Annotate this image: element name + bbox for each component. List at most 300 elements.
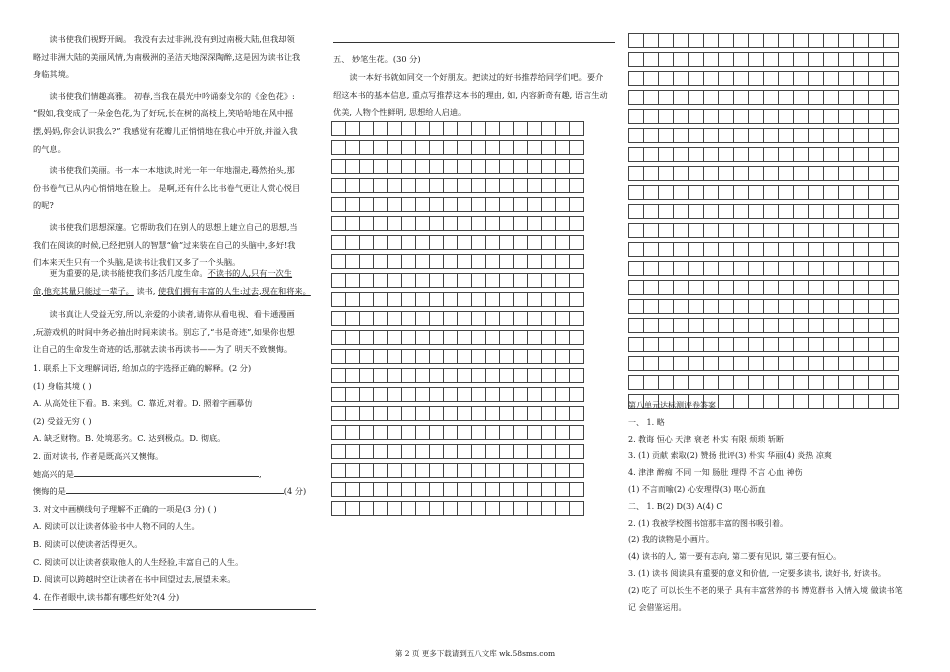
- grid-cell[interactable]: [674, 129, 689, 143]
- grid-cell[interactable]: [374, 445, 388, 459]
- grid-cell[interactable]: [472, 464, 486, 478]
- grid-cell[interactable]: [570, 407, 584, 421]
- grid-cell[interactable]: [689, 281, 704, 295]
- grid-cell[interactable]: [346, 445, 360, 459]
- grid-cell[interactable]: [458, 312, 472, 326]
- grid-cell[interactable]: [659, 167, 674, 181]
- grid-cell[interactable]: [734, 262, 749, 276]
- grid-cell[interactable]: [824, 376, 839, 390]
- grid-cell[interactable]: [884, 281, 899, 295]
- grid-cell[interactable]: [869, 167, 884, 181]
- grid-cell[interactable]: [689, 262, 704, 276]
- grid-cell[interactable]: [794, 205, 809, 219]
- grid-cell[interactable]: [444, 369, 458, 383]
- grid-cell[interactable]: [332, 464, 346, 478]
- grid-cell[interactable]: [332, 483, 346, 497]
- grid-cell[interactable]: [360, 255, 374, 269]
- grid-cell[interactable]: [570, 445, 584, 459]
- grid-cell[interactable]: [388, 293, 402, 307]
- grid-cell[interactable]: [704, 243, 719, 257]
- grid-cell[interactable]: [779, 357, 794, 371]
- grid-cell[interactable]: [556, 407, 570, 421]
- grid-cell[interactable]: [332, 293, 346, 307]
- grid-cell[interactable]: [374, 255, 388, 269]
- grid-cell[interactable]: [659, 224, 674, 238]
- grid-cell[interactable]: [809, 91, 824, 105]
- grid-cell[interactable]: [346, 141, 360, 155]
- grid-cell[interactable]: [854, 167, 869, 181]
- grid-cell[interactable]: [869, 262, 884, 276]
- grid-cell[interactable]: [704, 72, 719, 86]
- grid-cell[interactable]: [674, 376, 689, 390]
- grid-cell[interactable]: [430, 122, 444, 136]
- grid-cell[interactable]: [854, 53, 869, 67]
- grid-cell[interactable]: [388, 179, 402, 193]
- grid-cell[interactable]: [570, 483, 584, 497]
- grid-cell[interactable]: [472, 426, 486, 440]
- grid-cell[interactable]: [629, 300, 644, 314]
- grid-cell[interactable]: [824, 262, 839, 276]
- grid-cell[interactable]: [500, 255, 514, 269]
- grid-cell[interactable]: [528, 369, 542, 383]
- grid-cell[interactable]: [704, 338, 719, 352]
- grid-cell[interactable]: [854, 338, 869, 352]
- grid-cell[interactable]: [374, 217, 388, 231]
- grid-cell[interactable]: [794, 129, 809, 143]
- grid-cell[interactable]: [689, 205, 704, 219]
- grid-cell[interactable]: [884, 262, 899, 276]
- grid-cell[interactable]: [332, 255, 346, 269]
- grid-cell[interactable]: [809, 148, 824, 162]
- grid-cell[interactable]: [659, 262, 674, 276]
- grid-cell[interactable]: [416, 350, 430, 364]
- grid-cell[interactable]: [374, 407, 388, 421]
- grid-cell[interactable]: [629, 205, 644, 219]
- grid-cell[interactable]: [402, 388, 416, 402]
- grid-cell[interactable]: [884, 167, 899, 181]
- grid-cell[interactable]: [430, 445, 444, 459]
- grid-cell[interactable]: [486, 236, 500, 250]
- grid-cell[interactable]: [458, 255, 472, 269]
- grid-cell[interactable]: [734, 53, 749, 67]
- grid-cell[interactable]: [430, 255, 444, 269]
- grid-cell[interactable]: [839, 376, 854, 390]
- grid-cell[interactable]: [486, 369, 500, 383]
- grid-cell[interactable]: [764, 281, 779, 295]
- grid-cell[interactable]: [869, 281, 884, 295]
- grid-cell[interactable]: [514, 369, 528, 383]
- grid-cell[interactable]: [332, 502, 346, 516]
- grid-cell[interactable]: [346, 160, 360, 174]
- grid-cell[interactable]: [779, 376, 794, 390]
- grid-cell[interactable]: [444, 179, 458, 193]
- grid-cell[interactable]: [719, 262, 734, 276]
- grid-cell[interactable]: [402, 274, 416, 288]
- grid-cell[interactable]: [839, 91, 854, 105]
- grid-cell[interactable]: [854, 205, 869, 219]
- grid-cell[interactable]: [458, 293, 472, 307]
- grid-cell[interactable]: [388, 445, 402, 459]
- grid-cell[interactable]: [556, 160, 570, 174]
- grid-cell[interactable]: [374, 331, 388, 345]
- grid-cell[interactable]: [430, 426, 444, 440]
- grid-cell[interactable]: [779, 262, 794, 276]
- writing-grid-right[interactable]: [628, 33, 899, 409]
- grid-cell[interactable]: [500, 274, 514, 288]
- grid-cell[interactable]: [659, 186, 674, 200]
- grid-cell[interactable]: [360, 464, 374, 478]
- grid-cell[interactable]: [458, 464, 472, 478]
- grid-cell[interactable]: [514, 293, 528, 307]
- grid-cell[interactable]: [528, 179, 542, 193]
- grid-cell[interactable]: [388, 426, 402, 440]
- grid-cell[interactable]: [809, 243, 824, 257]
- writing-grid-middle[interactable]: [331, 121, 584, 516]
- grid-cell[interactable]: [416, 331, 430, 345]
- grid-cell[interactable]: [629, 148, 644, 162]
- grid-cell[interactable]: [809, 376, 824, 390]
- grid-cell[interactable]: [388, 141, 402, 155]
- grid-cell[interactable]: [402, 369, 416, 383]
- grid-cell[interactable]: [884, 129, 899, 143]
- grid-cell[interactable]: [884, 224, 899, 238]
- grid-cell[interactable]: [486, 179, 500, 193]
- grid-cell[interactable]: [430, 312, 444, 326]
- grid-cell[interactable]: [542, 293, 556, 307]
- grid-cell[interactable]: [444, 122, 458, 136]
- grid-cell[interactable]: [374, 483, 388, 497]
- grid-cell[interactable]: [472, 160, 486, 174]
- grid-cell[interactable]: [416, 198, 430, 212]
- grid-cell[interactable]: [556, 388, 570, 402]
- grid-cell[interactable]: [644, 281, 659, 295]
- grid-cell[interactable]: [514, 331, 528, 345]
- grid-cell[interactable]: [486, 274, 500, 288]
- grid-cell[interactable]: [500, 388, 514, 402]
- grid-cell[interactable]: [416, 369, 430, 383]
- grid-cell[interactable]: [346, 407, 360, 421]
- grid-cell[interactable]: [346, 217, 360, 231]
- grid-cell[interactable]: [346, 274, 360, 288]
- grid-cell[interactable]: [528, 483, 542, 497]
- grid-cell[interactable]: [824, 357, 839, 371]
- grid-cell[interactable]: [629, 357, 644, 371]
- grid-cell[interactable]: [734, 300, 749, 314]
- grid-cell[interactable]: [839, 53, 854, 67]
- grid-cell[interactable]: [430, 388, 444, 402]
- grid-cell[interactable]: [486, 331, 500, 345]
- grid-cell[interactable]: [514, 179, 528, 193]
- grid-cell[interactable]: [869, 319, 884, 333]
- grid-cell[interactable]: [824, 281, 839, 295]
- grid-cell[interactable]: [556, 122, 570, 136]
- grid-cell[interactable]: [689, 319, 704, 333]
- grid-cell[interactable]: [500, 122, 514, 136]
- grid-cell[interactable]: [332, 160, 346, 174]
- grid-cell[interactable]: [764, 129, 779, 143]
- grid-cell[interactable]: [749, 224, 764, 238]
- grid-cell[interactable]: [674, 224, 689, 238]
- grid-cell[interactable]: [486, 160, 500, 174]
- grid-cell[interactable]: [629, 91, 644, 105]
- grid-cell[interactable]: [809, 224, 824, 238]
- grid-cell[interactable]: [542, 255, 556, 269]
- grid-cell[interactable]: [644, 72, 659, 86]
- grid-cell[interactable]: [674, 205, 689, 219]
- grid-cell[interactable]: [374, 198, 388, 212]
- grid-cell[interactable]: [472, 217, 486, 231]
- grid-cell[interactable]: [486, 293, 500, 307]
- grid-cell[interactable]: [388, 407, 402, 421]
- grid-cell[interactable]: [674, 186, 689, 200]
- grid-cell[interactable]: [839, 243, 854, 257]
- grid-cell[interactable]: [556, 179, 570, 193]
- grid-cell[interactable]: [556, 464, 570, 478]
- grid-cell[interactable]: [629, 129, 644, 143]
- grid-cell[interactable]: [360, 312, 374, 326]
- grid-cell[interactable]: [869, 224, 884, 238]
- grid-cell[interactable]: [388, 255, 402, 269]
- grid-cell[interactable]: [430, 293, 444, 307]
- grid-cell[interactable]: [458, 160, 472, 174]
- grid-cell[interactable]: [794, 224, 809, 238]
- grid-cell[interactable]: [514, 141, 528, 155]
- grid-cell[interactable]: [854, 34, 869, 48]
- grid-cell[interactable]: [839, 262, 854, 276]
- grid-cell[interactable]: [458, 483, 472, 497]
- grid-cell[interactable]: [644, 376, 659, 390]
- grid-cell[interactable]: [779, 224, 794, 238]
- grid-cell[interactable]: [570, 179, 584, 193]
- grid-cell[interactable]: [824, 53, 839, 67]
- grid-cell[interactable]: [430, 141, 444, 155]
- grid-cell[interactable]: [884, 205, 899, 219]
- grid-cell[interactable]: [444, 160, 458, 174]
- grid-cell[interactable]: [416, 160, 430, 174]
- grid-cell[interactable]: [854, 319, 869, 333]
- grid-cell[interactable]: [416, 502, 430, 516]
- grid-cell[interactable]: [570, 312, 584, 326]
- grid-cell[interactable]: [346, 388, 360, 402]
- grid-cell[interactable]: [764, 224, 779, 238]
- grid-cell[interactable]: [659, 243, 674, 257]
- grid-cell[interactable]: [528, 236, 542, 250]
- grid-cell[interactable]: [704, 53, 719, 67]
- grid-cell[interactable]: [644, 129, 659, 143]
- grid-cell[interactable]: [809, 357, 824, 371]
- grid-cell[interactable]: [388, 236, 402, 250]
- grid-cell[interactable]: [644, 91, 659, 105]
- grid-cell[interactable]: [719, 53, 734, 67]
- grid-cell[interactable]: [458, 331, 472, 345]
- grid-cell[interactable]: [332, 350, 346, 364]
- grid-cell[interactable]: [869, 338, 884, 352]
- grid-cell[interactable]: [734, 167, 749, 181]
- grid-cell[interactable]: [556, 350, 570, 364]
- grid-cell[interactable]: [869, 205, 884, 219]
- grid-cell[interactable]: [374, 236, 388, 250]
- grid-cell[interactable]: [629, 243, 644, 257]
- grid-cell[interactable]: [360, 426, 374, 440]
- grid-cell[interactable]: [794, 300, 809, 314]
- grid-cell[interactable]: [644, 53, 659, 67]
- grid-cell[interactable]: [514, 426, 528, 440]
- grid-cell[interactable]: [500, 445, 514, 459]
- grid-cell[interactable]: [444, 236, 458, 250]
- grid-cell[interactable]: [346, 369, 360, 383]
- grid-cell[interactable]: [514, 217, 528, 231]
- grid-cell[interactable]: [500, 160, 514, 174]
- grid-cell[interactable]: [674, 91, 689, 105]
- grid-cell[interactable]: [809, 53, 824, 67]
- grid-cell[interactable]: [416, 388, 430, 402]
- grid-cell[interactable]: [689, 224, 704, 238]
- grid-cell[interactable]: [704, 224, 719, 238]
- grid-cell[interactable]: [749, 110, 764, 124]
- grid-cell[interactable]: [884, 319, 899, 333]
- grid-cell[interactable]: [824, 186, 839, 200]
- grid-cell[interactable]: [332, 198, 346, 212]
- grid-cell[interactable]: [704, 34, 719, 48]
- grid-cell[interactable]: [570, 274, 584, 288]
- grid-cell[interactable]: [764, 167, 779, 181]
- grid-cell[interactable]: [542, 483, 556, 497]
- grid-cell[interactable]: [824, 319, 839, 333]
- grid-cell[interactable]: [644, 357, 659, 371]
- grid-cell[interactable]: [556, 198, 570, 212]
- grid-cell[interactable]: [360, 445, 374, 459]
- grid-cell[interactable]: [854, 91, 869, 105]
- grid-cell[interactable]: [824, 72, 839, 86]
- grid-cell[interactable]: [486, 388, 500, 402]
- grid-cell[interactable]: [430, 236, 444, 250]
- grid-cell[interactable]: [689, 148, 704, 162]
- grid-cell[interactable]: [764, 110, 779, 124]
- grid-cell[interactable]: [734, 148, 749, 162]
- grid-cell[interactable]: [542, 122, 556, 136]
- grid-cell[interactable]: [704, 91, 719, 105]
- grid-cell[interactable]: [570, 255, 584, 269]
- grid-cell[interactable]: [500, 179, 514, 193]
- grid-cell[interactable]: [416, 312, 430, 326]
- grid-cell[interactable]: [719, 186, 734, 200]
- grid-cell[interactable]: [360, 236, 374, 250]
- grid-cell[interactable]: [402, 426, 416, 440]
- grid-cell[interactable]: [644, 224, 659, 238]
- grid-cell[interactable]: [374, 160, 388, 174]
- grid-cell[interactable]: [444, 426, 458, 440]
- grid-cell[interactable]: [542, 179, 556, 193]
- grid-cell[interactable]: [444, 502, 458, 516]
- grid-cell[interactable]: [416, 293, 430, 307]
- grid-cell[interactable]: [500, 483, 514, 497]
- grid-cell[interactable]: [704, 300, 719, 314]
- grid-cell[interactable]: [500, 350, 514, 364]
- grid-cell[interactable]: [839, 129, 854, 143]
- grid-cell[interactable]: [689, 186, 704, 200]
- grid-cell[interactable]: [839, 205, 854, 219]
- grid-cell[interactable]: [500, 502, 514, 516]
- grid-cell[interactable]: [556, 369, 570, 383]
- grid-cell[interactable]: [644, 262, 659, 276]
- grid-cell[interactable]: [542, 274, 556, 288]
- grid-cell[interactable]: [500, 141, 514, 155]
- grid-cell[interactable]: [528, 445, 542, 459]
- grid-cell[interactable]: [749, 205, 764, 219]
- grid-cell[interactable]: [416, 236, 430, 250]
- grid-cell[interactable]: [360, 179, 374, 193]
- grid-cell[interactable]: [749, 129, 764, 143]
- grid-cell[interactable]: [542, 388, 556, 402]
- grid-cell[interactable]: [346, 293, 360, 307]
- grid-cell[interactable]: [674, 72, 689, 86]
- grid-cell[interactable]: [674, 338, 689, 352]
- grid-cell[interactable]: [824, 91, 839, 105]
- grid-cell[interactable]: [346, 122, 360, 136]
- grid-cell[interactable]: [346, 331, 360, 345]
- grid-cell[interactable]: [514, 198, 528, 212]
- grid-cell[interactable]: [500, 217, 514, 231]
- grid-cell[interactable]: [749, 281, 764, 295]
- grid-cell[interactable]: [402, 407, 416, 421]
- grid-cell[interactable]: [472, 255, 486, 269]
- grid-cell[interactable]: [644, 338, 659, 352]
- grid-cell[interactable]: [360, 293, 374, 307]
- grid-cell[interactable]: [749, 167, 764, 181]
- grid-cell[interactable]: [659, 91, 674, 105]
- grid-cell[interactable]: [360, 274, 374, 288]
- grid-cell[interactable]: [556, 445, 570, 459]
- grid-cell[interactable]: [644, 167, 659, 181]
- grid-cell[interactable]: [674, 34, 689, 48]
- grid-cell[interactable]: [332, 388, 346, 402]
- grid-cell[interactable]: [374, 179, 388, 193]
- grid-cell[interactable]: [402, 217, 416, 231]
- grid-cell[interactable]: [734, 224, 749, 238]
- grid-cell[interactable]: [402, 483, 416, 497]
- grid-cell[interactable]: [542, 502, 556, 516]
- grid-cell[interactable]: [689, 376, 704, 390]
- grid-cell[interactable]: [472, 141, 486, 155]
- grid-cell[interactable]: [764, 34, 779, 48]
- grid-cell[interactable]: [388, 198, 402, 212]
- grid-cell[interactable]: [388, 274, 402, 288]
- grid-cell[interactable]: [854, 186, 869, 200]
- grid-cell[interactable]: [704, 205, 719, 219]
- grid-cell[interactable]: [839, 148, 854, 162]
- grid-cell[interactable]: [388, 369, 402, 383]
- grid-cell[interactable]: [472, 350, 486, 364]
- grid-cell[interactable]: [416, 445, 430, 459]
- grid-cell[interactable]: [430, 369, 444, 383]
- grid-cell[interactable]: [749, 148, 764, 162]
- grid-cell[interactable]: [486, 255, 500, 269]
- grid-cell[interactable]: [764, 91, 779, 105]
- grid-cell[interactable]: [719, 167, 734, 181]
- grid-cell[interactable]: [388, 331, 402, 345]
- grid-cell[interactable]: [854, 300, 869, 314]
- grid-cell[interactable]: [402, 236, 416, 250]
- grid-cell[interactable]: [884, 186, 899, 200]
- grid-cell[interactable]: [570, 502, 584, 516]
- grid-cell[interactable]: [402, 312, 416, 326]
- grid-cell[interactable]: [839, 34, 854, 48]
- grid-cell[interactable]: [824, 205, 839, 219]
- grid-cell[interactable]: [486, 483, 500, 497]
- grid-cell[interactable]: [884, 357, 899, 371]
- grid-cell[interactable]: [734, 91, 749, 105]
- answer-line-q4[interactable]: [33, 609, 316, 610]
